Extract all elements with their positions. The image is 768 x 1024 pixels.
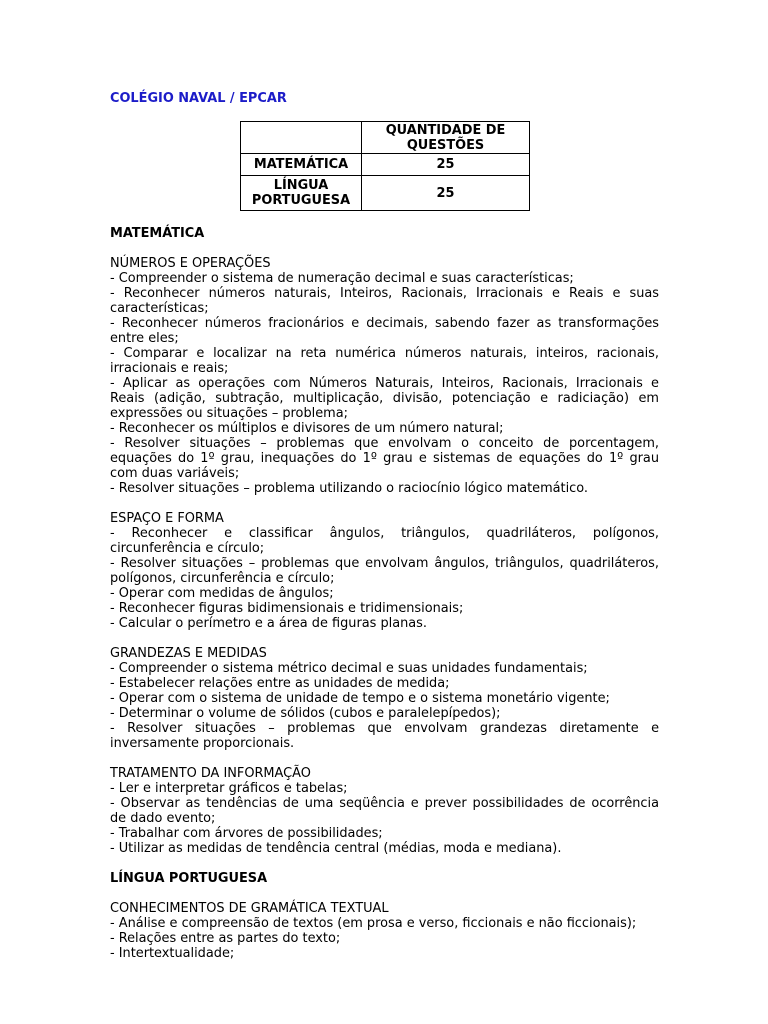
table-header-empty-cell [241,122,362,154]
topic-section [110,646,659,751]
topic-title: GRANDEZAS E MEDIDAS [110,646,267,661]
list-item-line: - Operar com medidas de ângulos; [110,586,334,601]
topic-section [110,511,659,631]
list-item [110,691,659,706]
list-item-line: - Determinar o volume de sólidos (cubos e paralelepípedos); [110,706,501,721]
list-item-line: - Trabalhar com árvores de possibilidades; [110,826,383,841]
topic-section [110,901,659,961]
list-item-line: - Ler e interpretar gráficos e tabelas; [110,781,348,796]
topic-section [110,766,659,856]
part-heading: LÍNGUA PORTUGUESA [110,871,268,886]
table-row [241,176,530,211]
list-item-line: - Compreender o sistema de numeração decimal e suas características; [110,271,574,286]
document-content [110,91,659,961]
list-item [110,661,659,676]
list-item-line: - Comparar e localizar na reta numérica números naturais, inteiros, racionais, [110,346,659,361]
subject-part [110,871,659,961]
list-item-line: Reais (adição, subtração, multiplicação, divisão, potenciação e radiciação) em [110,391,659,406]
table-count-cell: 25 [362,176,530,211]
list-item-line: - Resolver situações – problemas que envolvam o conceito de porcentagem, [110,436,659,451]
list-item [110,526,659,556]
list-item-line: - Resolver situações – problema utilizando o raciocínio lógico matemático. [110,481,589,496]
list-item-line: entre eles; [110,331,179,346]
list-item-line: - Estabelecer relações entre as unidades de medida; [110,676,450,691]
list-item-line: - Aplicar as operações com Números Naturais, Inteiros, Racionais, Irracionais e [110,376,659,391]
table-subject-cell: MATEMÁTICA [241,154,362,176]
list-item-line: polígonos, circunferência e círculo; [110,571,335,586]
list-item [110,421,659,436]
questions-table [240,121,530,211]
list-item [110,601,659,616]
list-item-line: irracionais e reais; [110,361,229,376]
list-item [110,676,659,691]
part-heading: MATEMÁTICA [110,226,205,241]
topic-section [110,256,659,496]
list-item [110,916,659,931]
list-item-line: - Resolver situações – problemas que envolvam grandezas diretamente e [110,721,659,736]
subject-part [110,226,659,856]
list-item-line: - Análise e compreensão de textos (em prosa e verso, ficcionais e não ficcionais); [110,916,637,931]
list-item [110,376,659,421]
list-item [110,931,659,946]
list-item [110,721,659,751]
list-item-line: - Reconhecer os múltiplos e divisores de um número natural; [110,421,504,436]
list-item-line: características; [110,301,209,316]
list-item [110,826,659,841]
list-item-line: expressões ou situações – problema; [110,406,348,421]
list-item [110,556,659,586]
list-item-line: - Relações entre as partes do texto; [110,931,341,946]
list-item-line: - Resolver situações – problemas que envolvam ângulos, triângulos, quadriláteros, [110,556,659,571]
list-item-line: - Observar as tendências de uma seqüência e prever possibilidades de ocorrência [110,796,659,811]
list-item [110,436,659,481]
list-item-line: - Utilizar as medidas de tendência central (médias, moda e mediana). [110,841,562,856]
list-item [110,316,659,346]
table-row [241,154,530,176]
list-item [110,481,659,496]
list-item [110,346,659,376]
list-item [110,706,659,721]
list-item-line: circunferência e círculo; [110,541,265,556]
list-item-line: - Intertextualidade; [110,946,235,961]
list-item [110,286,659,316]
topic-title: CONHECIMENTOS DE GRAMÁTICA TEXTUAL [110,901,389,916]
list-item-line: - Compreender o sistema métrico decimal e suas unidades fundamentais; [110,661,588,676]
list-item [110,271,659,286]
list-item [110,841,659,856]
list-item-line: - Calcular o perímetro e a área de figuras planas. [110,616,427,631]
syllabus-parts [110,226,659,961]
table-header-count-cell: QUANTIDADE DE QUESTÕES [362,122,530,154]
list-item-line: - Reconhecer figuras bidimensionais e tridimensionais; [110,601,464,616]
list-item-line: - Reconhecer números naturais, Inteiros, Racionais, Irracionais e Reais e suas [110,286,659,301]
list-item-line: equações do 1º grau, inequações do 1º grau e sistemas de equações do 1º grau [110,451,659,466]
list-item [110,796,659,826]
list-item [110,616,659,631]
list-item-line: com duas variáveis; [110,466,240,481]
table-subject-cell: LÍNGUA PORTUGUESA [241,176,362,211]
list-item [110,586,659,601]
table-count-cell: 25 [362,154,530,176]
list-item-line: - Operar com o sistema de unidade de tempo e o sistema monetário vigente; [110,691,610,706]
document-title: COLÉGIO NAVAL / EPCAR [110,91,287,106]
topic-title: TRATAMENTO DA INFORMAÇÃO [110,766,311,781]
list-item [110,781,659,796]
topic-title: ESPAÇO E FORMA [110,511,224,526]
list-item-line: - Reconhecer números fracionários e decimais, sabendo fazer as transformações [110,316,659,331]
list-item-line: de dado evento; [110,811,216,826]
topic-title: NÚMEROS E OPERAÇÕES [110,256,271,271]
list-item-line: - Reconhecer e classificar ângulos, triângulos, quadriláteros, polígonos, [110,526,659,541]
table-header-row [241,122,530,154]
list-item-line: inversamente proporcionais. [110,736,295,751]
list-item [110,946,659,961]
